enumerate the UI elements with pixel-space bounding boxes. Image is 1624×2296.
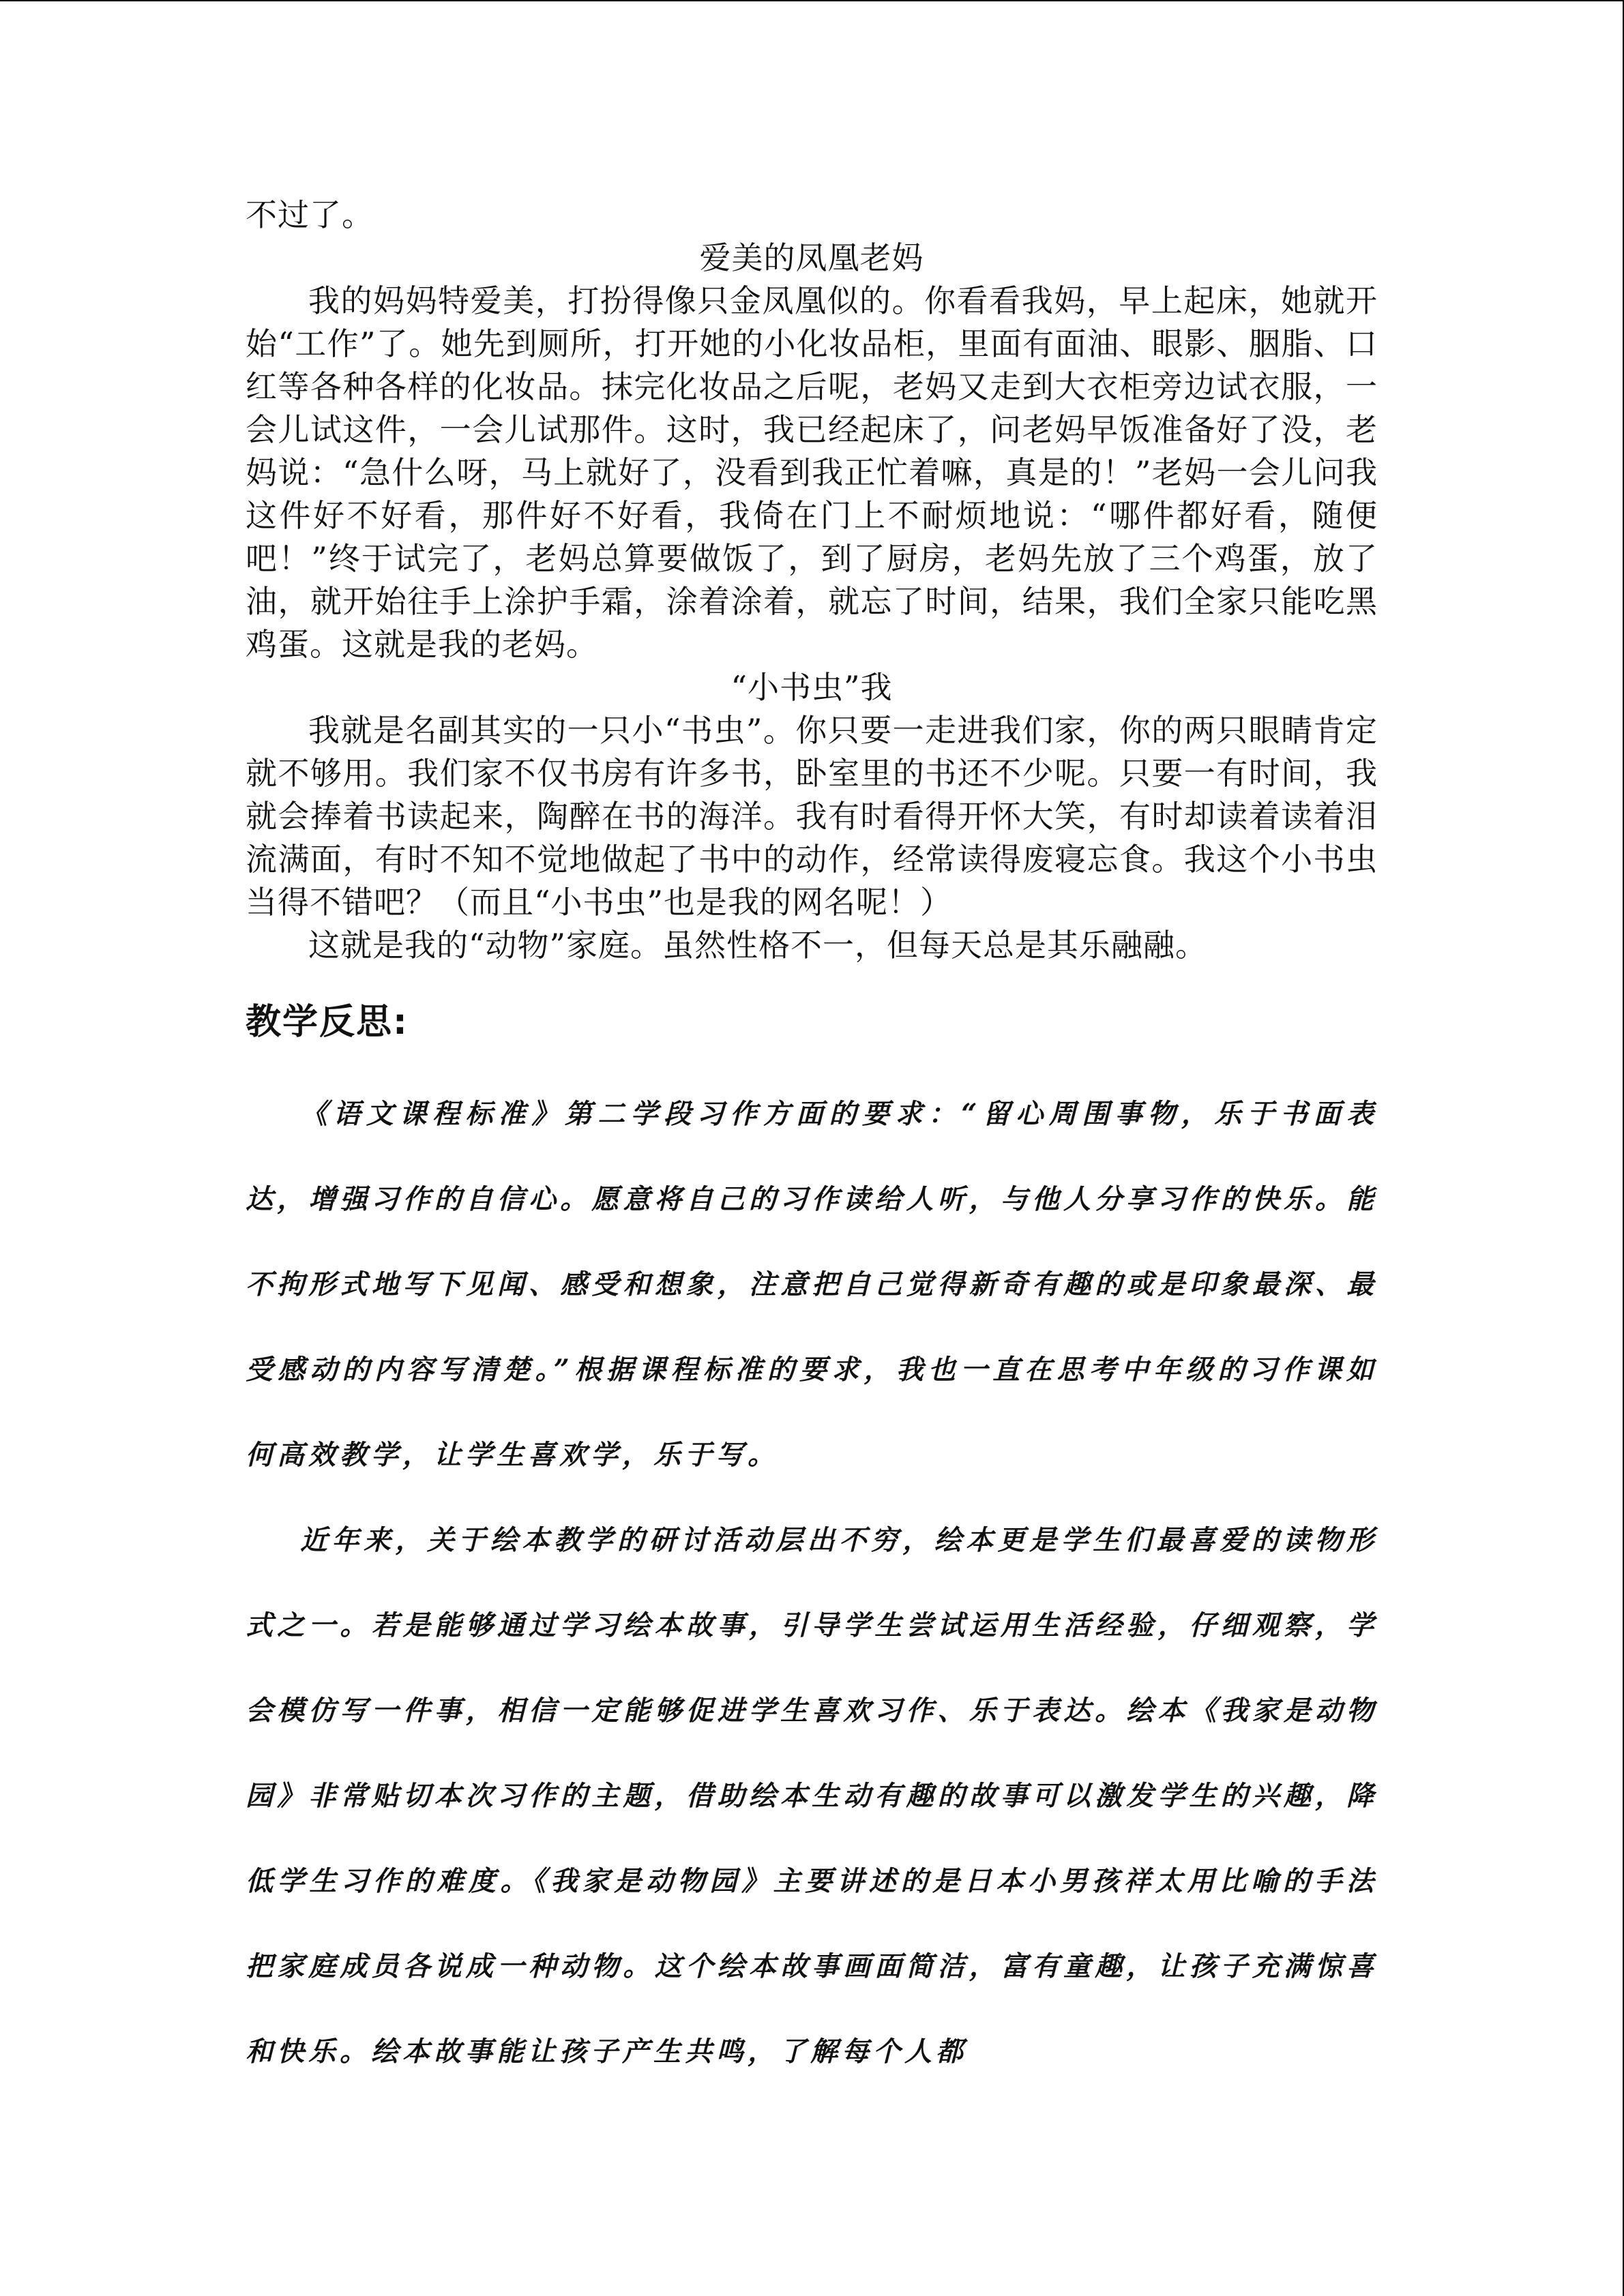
- page-content: [246, 194, 1378, 2094]
- reflection-heading: 教学反思:: [246, 1002, 409, 1043]
- reflection-section: [246, 1071, 1378, 2094]
- essay-section: [246, 194, 1378, 967]
- essay-paragraph-mom: 我的妈妈特爱美，打扮得像只金凤凰似的。你看看我妈，早上起床，她就开始“工作”了。她先到厕所，打开她的小化妆品柜，里面有面油、眼影、胭脂、口红等各种各样的化妆品。抹完化妆品之后呢，老妈又走到大衣柜旁边试衣服，一会儿试这件，一会儿试那件。这时，我已经起床了，问老妈早饭准备好了没，老妈说：“急什么呀，马上就好了，没看到我正忙着嘛，真是的！”老妈一会儿问我这件好不好看，那件好不好看，我倚在门上不耐烦地说：“哪件都好看，随便吧！”终于试完了，老妈总算要做饭了，到了厨房，老妈先放了三个鸡蛋，放了油，就开始往手上涂护手霜，涂着涂着，就忘了时间，结果，我们全家只能吃黑鸡蛋。这就是我的老妈。: [246, 282, 1378, 663]
- essay-paragraph-bookworm: 我就是名副其实的一只小“书虫”。你只要一走进我们家，你的两只眼睛肯定就不够用。我们家不仅书房有许多书，卧室里的书还不少呢。只要一有时间，我就会捧着书读起来，陶醉在书的海洋。我有时看得开怀大笑，有时却读着读着泪流满面，有时不知不觉地做起了书中的动作，经常读得废寝忘食。我这个小书虫当得不错吧？（而且“小书虫”也是我的网名呢！）: [246, 712, 1378, 921]
- section-title-bookworm: “小书虫”我: [730, 669, 893, 706]
- reflection-paragraph-standards: 《语文课程标准》第二学段习作方面的要求：“留心周围事物，乐于书面表达，增强习作的自信心。愿意将自己的习作读给人听，与他人分享习作的快乐。能不拘形式地写下见闻、感受和想象，注意把自己觉得新奇有趣的或是印象最深、最受感动的内容写清楚。”根据课程标准的要求，我也一直在思考中年级的习作课如何高效教学，让学生喜欢学，乐于写。: [246, 1098, 1378, 1471]
- section-title-phoenix-mom: 爱美的凤凰老妈: [699, 239, 924, 276]
- reflection-paragraph-picture-books: 近年来，关于绘本教学的研讨活动层出不穷，绘本更是学生们最喜爱的读物形式之一。若是能够通过学习绘本故事，引导学生尝试运用生活经验，仔细观察，学会模仿写一件事，相信一定能够促进学生喜欢习作、乐于表达。绘本《我家是动物园》非常贴切本次习作的主题，借助绘本生动有趣的故事可以激发学生的兴趣，降低学生习作的难度。《我家是动物园》主要讲述的是日本小男孩祥太用比喻的手法把家庭成员各说成一种动物。这个绘本故事画面简洁，富有童趣，让孩子充满惊喜和快乐。绘本故事能让孩子产生共鸣，了解每个人都: [246, 1524, 1378, 2068]
- essay-line-continuation: 不过了。: [246, 196, 374, 233]
- essay-paragraph-conclusion: 这就是我的“动物”家庭。虽然性格不一，但每天总是其乐融融。: [308, 927, 1208, 964]
